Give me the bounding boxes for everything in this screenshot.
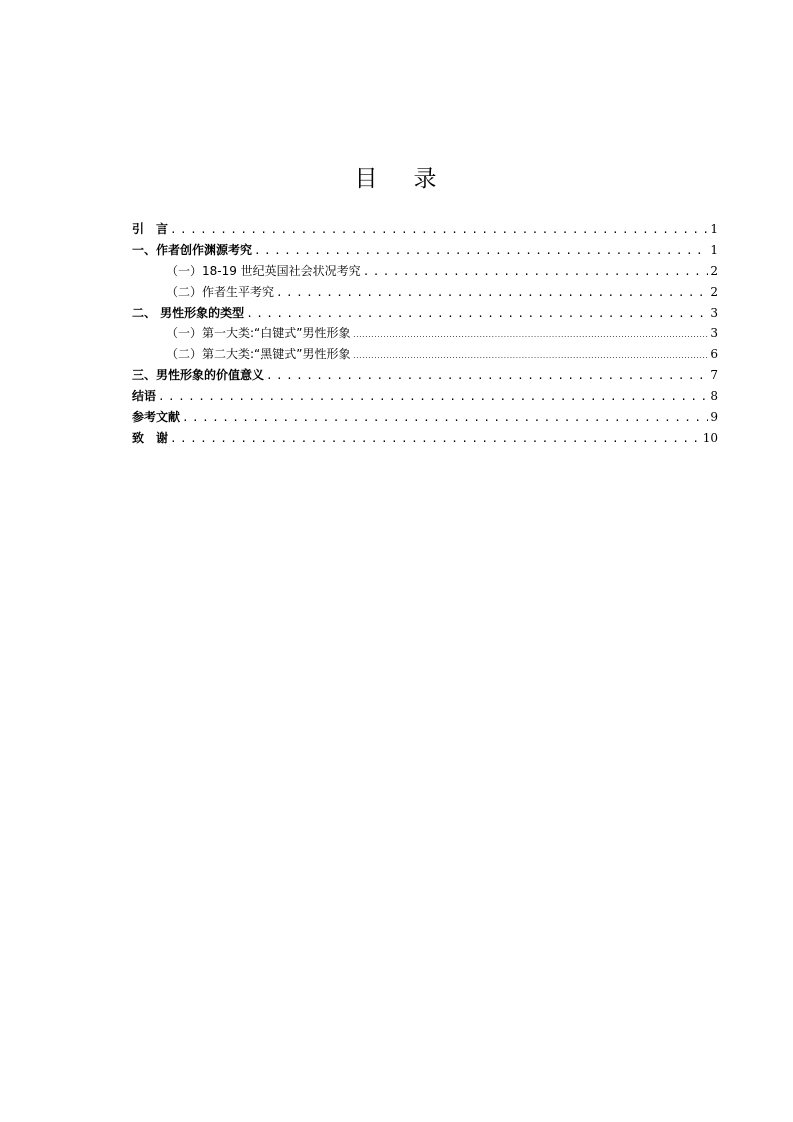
- toc-entry-page: 1: [710, 242, 718, 257]
- toc-entry-label: 参考文献: [132, 410, 181, 425]
- toc-entry-page: 6: [710, 347, 718, 362]
- toc-leader-dots: [276, 282, 708, 304]
- toc-leader-dots: [158, 386, 708, 408]
- toc-entry-label: 一、作者创作渊源考究: [132, 242, 253, 257]
- toc-entry-page: 2: [710, 263, 718, 278]
- toc-entry-label: （二）作者生平考究: [166, 284, 275, 299]
- toc-leader-dots: [363, 261, 709, 283]
- toc-entry-label: 结语: [132, 389, 157, 404]
- toc-entry-page: 10: [702, 430, 718, 445]
- toc-entry-introduction[interactable]: [132, 219, 718, 240]
- toc-entry-conclusion[interactable]: [132, 386, 718, 407]
- toc-leader-dots: [170, 219, 708, 241]
- toc-entry-page: 8: [710, 389, 718, 404]
- toc-title: [0, 160, 793, 193]
- toc-entry-chapter-3[interactable]: [132, 365, 718, 386]
- toc-entry-page: 3: [710, 326, 718, 341]
- toc-entry-chapter-1[interactable]: [132, 240, 718, 261]
- toc-entry-acknowledgements[interactable]: [132, 428, 718, 449]
- toc-entry-references[interactable]: [132, 407, 718, 428]
- toc-entry-label: （一）第一大类:“白键式”男性形象: [166, 326, 351, 341]
- toc-entry-page: 3: [710, 305, 718, 320]
- toc-entry-page: 1: [710, 222, 718, 236]
- toc-entry-chapter-2[interactable]: [132, 303, 718, 324]
- toc-entry-label: （二）第二大类:“黑键式”男性形象: [166, 347, 351, 362]
- table-of-contents: [132, 219, 718, 449]
- toc-entry-page: 9: [710, 410, 718, 425]
- toc-entry-section-1-1[interactable]: [132, 261, 718, 282]
- toc-title-char-2: 录: [413, 166, 439, 192]
- toc-entry-label: 致 谢: [132, 430, 169, 445]
- toc-entry-section-2-1[interactable]: [132, 323, 718, 344]
- toc-entry-label: 二、 男性形象的类型: [132, 305, 245, 320]
- toc-entry-label: 引 言: [132, 222, 169, 236]
- toc-leader-dots: [266, 365, 708, 387]
- toc-entry-label: 三、男性形象的价值意义: [132, 368, 265, 383]
- toc-entry-section-2-2[interactable]: [132, 344, 718, 365]
- toc-entry-label: （一）18-19 世纪英国社会状况考究: [166, 263, 361, 278]
- toc-title-char-1: 目: [354, 166, 380, 192]
- toc-leader-dots: [182, 407, 708, 429]
- toc-entry-section-1-2[interactable]: [132, 282, 718, 303]
- toc-leader-dots: [246, 303, 708, 325]
- toc-entry-page: 2: [710, 284, 718, 299]
- toc-leader-dots: [170, 428, 701, 450]
- toc-entry-page: 7: [710, 368, 718, 383]
- toc-leader-dots: [254, 240, 708, 262]
